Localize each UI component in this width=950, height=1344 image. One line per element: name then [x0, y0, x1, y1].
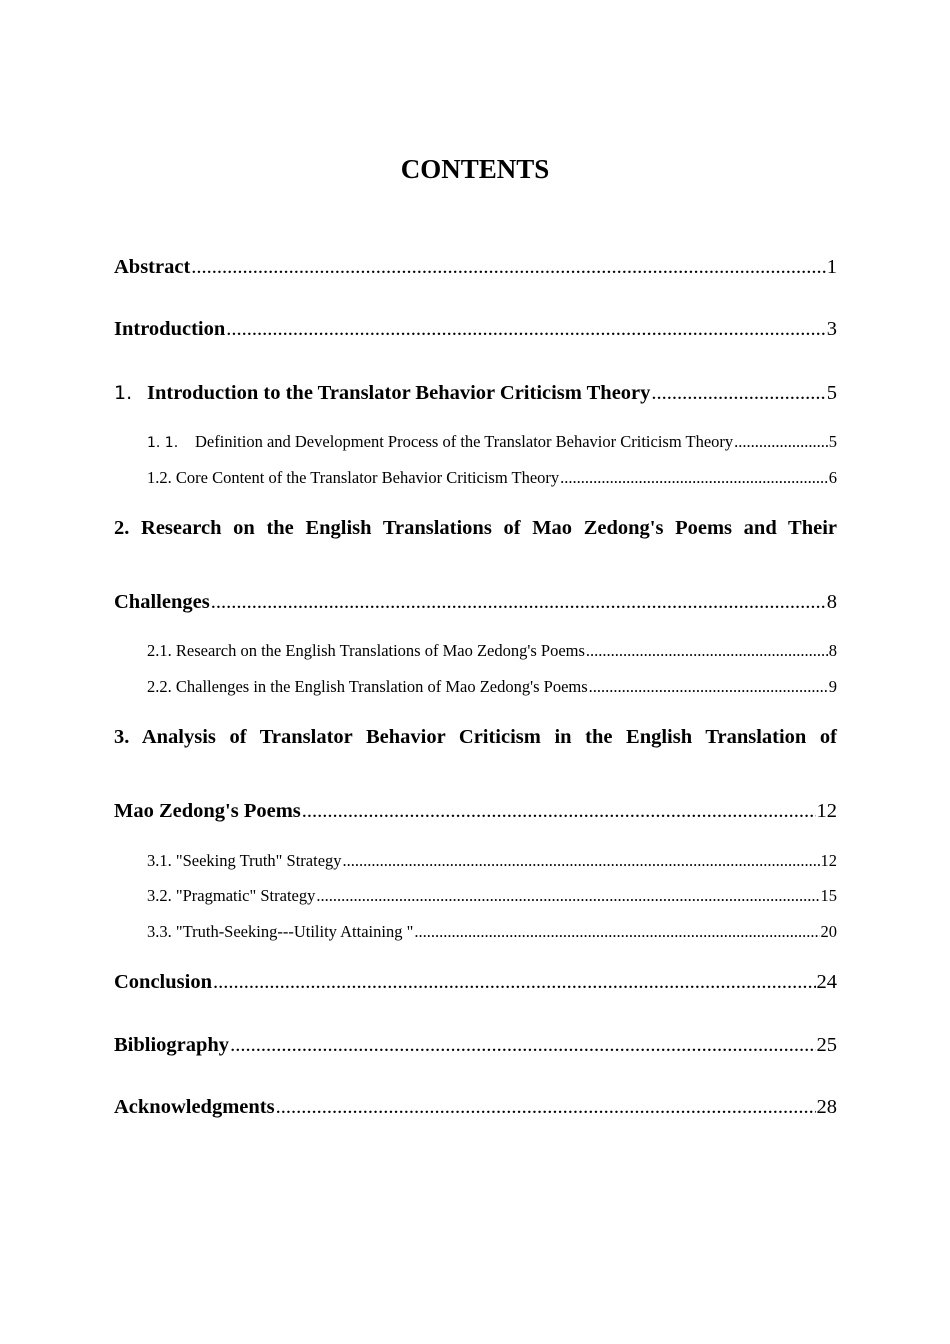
toc-page-number: 8: [828, 641, 837, 660]
dot-leader: [302, 798, 816, 824]
toc-page-number: 6: [828, 468, 837, 487]
dot-leader: [230, 1032, 815, 1058]
toc-entry-section-3-1[interactable]: [147, 850, 837, 872]
toc-entry-label: Abstract: [114, 256, 191, 278]
toc-entry-text: Definition and Development Process of the Translator Behavior Criticism Theory: [195, 432, 734, 451]
dot-leader: [316, 885, 819, 907]
toc-page-number: 1: [826, 256, 837, 278]
toc-entry-label: [147, 431, 733, 454]
toc-entry-label: Bibliography: [114, 1034, 230, 1056]
toc-entry-section-1-1[interactable]: [147, 431, 837, 454]
toc-entry-section-2-1[interactable]: [147, 640, 837, 662]
toc-entry-label: 2.1. Research on the English Translations of Mao Zedong's Poems: [147, 641, 585, 660]
toc-page-number: 12: [816, 800, 837, 822]
toc-page-number: 15: [820, 886, 837, 905]
toc-page-number: 5: [828, 432, 837, 451]
dot-leader: [343, 850, 820, 872]
toc-entry-text: Introduction to the Translator Behavior Criticism Theory: [147, 382, 651, 404]
toc-page-number: 28: [816, 1096, 837, 1118]
toc-page-number: 12: [820, 851, 837, 870]
toc-entry-label: Conclusion: [114, 971, 212, 993]
toc-page-number: 24: [816, 971, 837, 993]
toc-entry-label: Acknowledgments: [114, 1096, 275, 1118]
toc-page-number: 9: [828, 677, 837, 696]
toc-entry-conclusion[interactable]: [114, 969, 837, 995]
dot-leader: [734, 431, 828, 453]
toc-entry-label: 1.2. Core Content of the Translator Behavior Criticism Theory: [147, 468, 560, 487]
toc-entry-number: 1. 1.: [147, 435, 179, 451]
toc-entry-label-line-2: Mao Zedong's Poems: [114, 800, 301, 822]
toc-entry-label: 3.2. "Pragmatic" Strategy: [147, 886, 316, 905]
toc-entry-label: [114, 380, 650, 406]
toc-entry-chapter-3-continued[interactable]: [114, 798, 837, 824]
toc-entry-acknowledgments[interactable]: [114, 1094, 837, 1120]
toc-entry-label: 3.3. "Truth-Seeking---Utility Attaining ": [147, 922, 414, 941]
toc-entry-label-line-2: Challenges: [114, 591, 210, 613]
toc-entry-label: Introduction: [114, 318, 226, 340]
dot-leader: [589, 676, 828, 698]
dot-leader: [276, 1094, 816, 1120]
dot-leader: [560, 467, 828, 489]
toc-entry-section-1-2[interactable]: [147, 467, 837, 489]
toc-page-number: 8: [826, 591, 837, 613]
toc-entry-section-2-2[interactable]: [147, 676, 837, 698]
toc-entry-abstract[interactable]: [114, 254, 837, 280]
toc-entry-number: 1.: [114, 382, 133, 404]
toc-entry-bibliography[interactable]: [114, 1032, 837, 1058]
toc-entry-introduction[interactable]: [114, 316, 837, 342]
toc-page-number: 20: [820, 922, 837, 941]
toc-entry-label-line-1: 2. Research on the English Translations of Mao Zedong's Poems and Their: [114, 517, 837, 539]
toc-entry-chapter-3[interactable]: [114, 724, 837, 750]
toc-entry-label: 3.1. "Seeking Truth" Strategy: [147, 851, 342, 870]
toc-entry-label: 2.2. Challenges in the English Translation of Mao Zedong's Poems: [147, 677, 588, 696]
toc-entry-chapter-2-continued[interactable]: [114, 589, 837, 615]
toc-entry-chapter-1[interactable]: [114, 380, 837, 406]
dot-leader: [651, 380, 825, 406]
toc-entry-label-line-1: 3. Analysis of Translator Behavior Criticism in the English Translation of: [114, 726, 837, 748]
dot-leader: [586, 640, 828, 662]
toc-page-number: 3: [826, 318, 837, 340]
toc-page-number: 25: [816, 1034, 837, 1056]
dot-leader: [414, 921, 819, 943]
dot-leader: [191, 254, 825, 280]
dot-leader: [211, 589, 826, 615]
dot-leader: [226, 316, 825, 342]
toc-page-number: 5: [826, 382, 837, 404]
dot-leader: [213, 969, 816, 995]
toc-entry-chapter-2[interactable]: [114, 515, 837, 541]
page-title: CONTENTS: [400, 154, 550, 184]
toc-entry-section-3-3[interactable]: [147, 921, 837, 943]
toc-entry-section-3-2[interactable]: [147, 885, 837, 907]
